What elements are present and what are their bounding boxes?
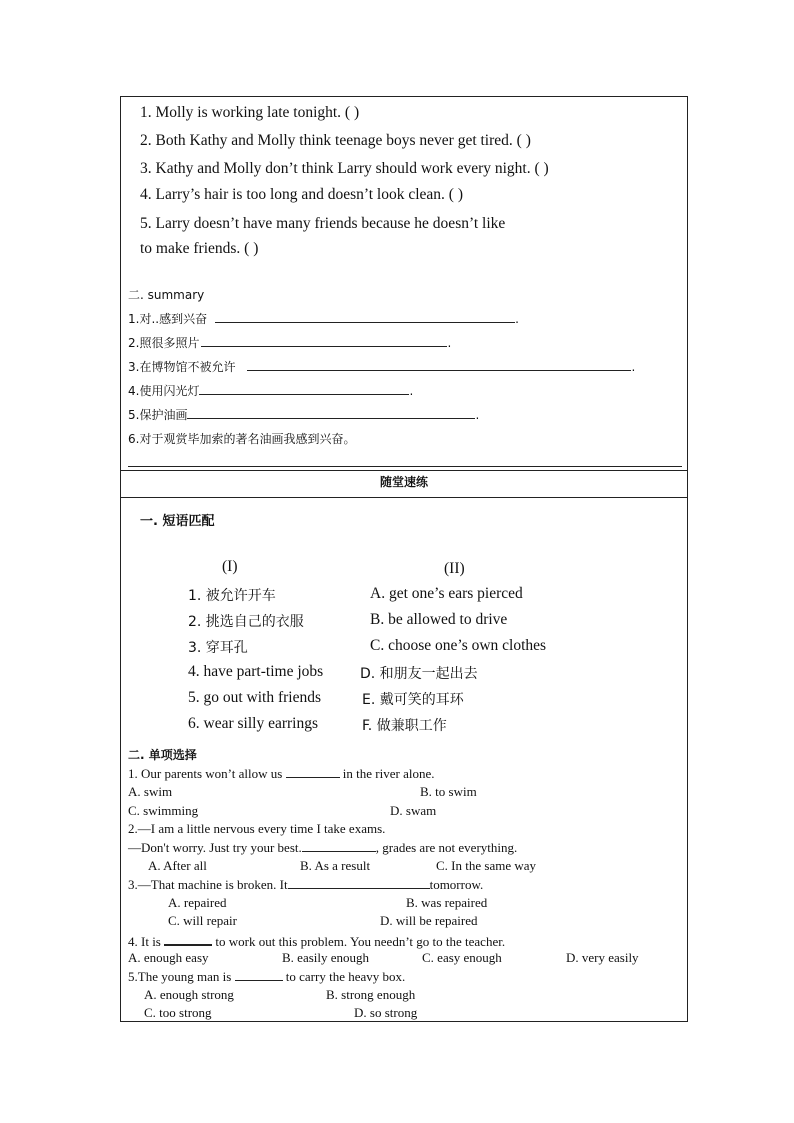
divider-line [120, 470, 688, 471]
q1-option-a[interactable]: A. swim [128, 784, 173, 799]
matching-left-4: 4. have part-time jobs [188, 663, 324, 680]
summary-item-4: 4.使用闪光灯 . [128, 384, 414, 398]
tf-statement-3: 3. Kathy and Molly don’t think Larry should work every night. ( ) [140, 160, 549, 177]
q3-option-a[interactable]: A. repaired [168, 895, 227, 910]
matching-left-2: 2. 挑选自己的衣服 [188, 614, 304, 630]
q5-option-c[interactable]: C. too strong [144, 1005, 212, 1020]
q1-option-b[interactable]: B. to swim [420, 784, 477, 799]
summary-blank-4[interactable] [199, 382, 409, 395]
q1-option-c[interactable]: C. swimming [128, 803, 199, 818]
matching-col1-header: (I) [222, 558, 238, 575]
q5-option-a[interactable]: A. enough strong [144, 987, 234, 1002]
summary-item-3: 3.在博物馆不被允许 . [128, 360, 636, 374]
matching-col2-header: (II) [444, 560, 465, 577]
summary-heading: 二. summary [128, 288, 205, 302]
q2-option-c[interactable]: C. In the same way [436, 858, 537, 873]
summary-item-1: 1.对..感到兴奋 . [128, 312, 519, 326]
summary-blank-1[interactable] [215, 310, 515, 323]
q4-blank[interactable] [164, 932, 212, 946]
q1-option-d[interactable]: D. swam [390, 803, 437, 818]
answer-line[interactable] [128, 466, 682, 467]
q5-option-d[interactable]: D. so strong [354, 1005, 418, 1020]
summary-blank-5[interactable] [187, 406, 475, 419]
q4-stem: 4. It is to work out this problem. You needn’t go to the teacher. [128, 934, 506, 949]
tf-statement-5a: 5. Larry doesn’t have many friends because he doesn’t like [140, 215, 506, 232]
q2-option-a[interactable]: A. After all [148, 858, 207, 873]
matching-right-1: A. get one’s ears pierced [370, 585, 523, 602]
q2-blank[interactable] [302, 839, 376, 852]
section-title: 随堂速练 [379, 475, 428, 489]
tf-statement-2: 2. Both Kathy and Molly think teenage boys never get tired. ( ) [140, 132, 531, 149]
matching-right-6: F. 做兼职工作 [362, 718, 447, 734]
divider-line [120, 497, 688, 498]
q1-blank[interactable] [286, 765, 340, 778]
matching-right-4: D. 和朋友一起出去 [360, 666, 478, 682]
q3-option-d[interactable]: D. will be repaired [380, 913, 478, 928]
q2-stem: —Don't worry. Just try your best. , grades are not everything. [128, 840, 518, 855]
q5-option-b[interactable]: B. strong enough [326, 987, 416, 1002]
q1-stem: 1. Our parents won’t allow us in the river alone. [128, 766, 435, 781]
q3-option-b[interactable]: B. was repaired [406, 895, 488, 910]
tf-statement-4: 4. Larry’s hair is too long and doesn’t look clean. ( ) [140, 186, 463, 203]
q2-option-b[interactable]: B. As a result [300, 858, 371, 873]
q3-option-c[interactable]: C. will repair [168, 913, 237, 928]
q2-line1: 2.—I am a little nervous every time I take exams. [128, 821, 386, 836]
tf-statement-5b: to make friends. ( ) [140, 240, 259, 257]
q4-option-b[interactable]: B. easily enough [282, 950, 370, 965]
q5-stem: 5.The young man is to carry the heavy box. [128, 969, 406, 984]
matching-right-2: B. be allowed to drive [370, 611, 508, 628]
q3-stem: 3.—That machine is broken. It tomorrow. [128, 877, 484, 892]
q4-option-d[interactable]: D. very easily [566, 950, 639, 965]
matching-left-1: 1. 被允许开车 [188, 588, 276, 604]
matching-left-6: 6. wear silly earrings [188, 715, 318, 732]
matching-left-5: 5. go out with friends [188, 689, 322, 706]
tf-statement-1: 1. Molly is working late tonight. ( ) [140, 104, 360, 121]
matching-right-5: E. 戴可笑的耳环 [362, 692, 464, 708]
matching-left-3: 3. 穿耳孔 [188, 640, 248, 656]
summary-blank-3[interactable] [247, 358, 631, 371]
q5-blank[interactable] [235, 968, 283, 981]
summary-item-2: 2.照很多照片 . [128, 336, 452, 350]
summary-blank-2[interactable] [201, 334, 447, 347]
summary-item-5: 5.保护油画 . [128, 408, 480, 422]
choice-heading: 二. 单项选择 [128, 748, 197, 762]
q4-option-c[interactable]: C. easy enough [422, 950, 502, 965]
q4-option-a[interactable]: A. enough easy [128, 950, 209, 965]
summary-item-6: 6.对于观赏毕加索的著名油画我感到兴奋。 [128, 432, 356, 446]
matching-heading: 一. 短语匹配 [140, 514, 215, 529]
matching-right-3: C. choose one’s own clothes [370, 637, 547, 654]
q3-blank[interactable] [288, 876, 430, 889]
